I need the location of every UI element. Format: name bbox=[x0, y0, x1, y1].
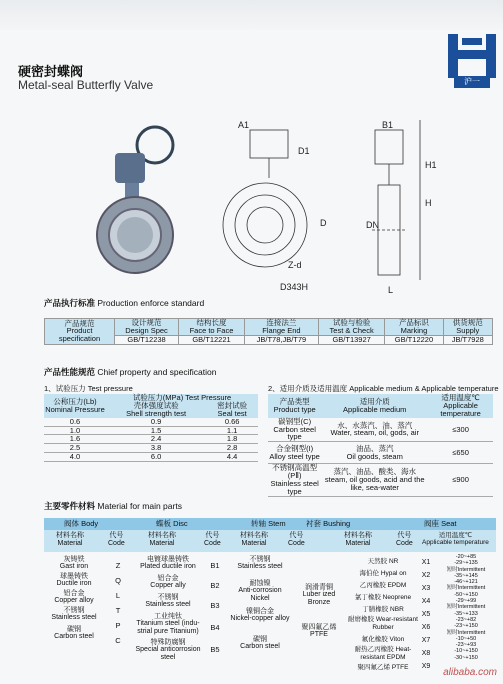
cn: 材料名称 bbox=[56, 532, 84, 539]
cell bbox=[268, 418, 321, 442]
td-value: GB/T13927 bbox=[318, 335, 384, 344]
th-en: Test & Check bbox=[329, 325, 374, 335]
cn: 碳钢 bbox=[67, 626, 81, 633]
code: T bbox=[115, 606, 121, 615]
en: Anti-corrosion Nickel bbox=[238, 587, 282, 602]
th-en: Product specification bbox=[58, 326, 101, 344]
th-en: Product type bbox=[273, 404, 316, 414]
cn: 代号 bbox=[397, 532, 412, 539]
th-cn: 产品类型 bbox=[279, 396, 310, 406]
td-value: GB/T12238 bbox=[115, 335, 179, 344]
en: Carbon steel bbox=[240, 643, 280, 651]
cell: 2.8 bbox=[206, 444, 258, 453]
cn: 镍铜合金 bbox=[246, 608, 274, 615]
seat-item: 耐磨橡胶 Wear-resistant Rubber bbox=[348, 616, 418, 631]
th-temp bbox=[428, 394, 493, 418]
temp: 短时Intermittent -50~+150 bbox=[446, 585, 486, 598]
disc-item bbox=[132, 556, 204, 575]
body-codes bbox=[110, 558, 126, 648]
en: Special anticorrosion steel bbox=[135, 646, 201, 661]
en: Stainless steel bbox=[237, 563, 283, 571]
th-cn: 设计规范 bbox=[131, 318, 162, 327]
technical-drawing bbox=[220, 100, 440, 300]
cn: 碳钢 bbox=[253, 636, 267, 643]
body-item bbox=[44, 626, 104, 643]
cell: 0.6 bbox=[44, 418, 106, 426]
cn: 聚四氟乙烯 bbox=[301, 624, 337, 631]
cn: 铝合金 bbox=[157, 575, 179, 582]
col-material bbox=[56, 532, 84, 547]
label-l: L bbox=[388, 285, 394, 295]
cn: 不锈钢 bbox=[63, 607, 85, 614]
temp: -23~+93 bbox=[455, 642, 477, 649]
temp: -29~+99 bbox=[455, 598, 477, 605]
pressure-subtitle: 1、试验压力 Test pressure bbox=[44, 384, 133, 393]
label-d: D bbox=[320, 218, 327, 228]
disc-codes bbox=[204, 562, 226, 666]
col-material bbox=[344, 532, 372, 547]
cell bbox=[321, 442, 428, 464]
label-h1: H1 bbox=[425, 160, 437, 170]
code: B5 bbox=[210, 645, 220, 654]
code: B3 bbox=[210, 601, 220, 610]
en: Plated ductile iron bbox=[140, 563, 196, 571]
mat-section-en: Material for main parts bbox=[97, 501, 182, 511]
th-en: Shell strength test bbox=[126, 408, 187, 418]
td-value: GB/T12221 bbox=[179, 335, 245, 344]
col-code bbox=[108, 532, 125, 547]
code: P bbox=[115, 621, 121, 630]
th-product-spec bbox=[45, 319, 115, 345]
bushing-item bbox=[294, 584, 344, 624]
watermark: alibaba.com bbox=[443, 667, 497, 678]
cn: 适用温度℃ bbox=[438, 532, 473, 539]
cn: 蒸汽、油品、酸类、海水 bbox=[333, 467, 416, 477]
code: L bbox=[115, 591, 121, 600]
td-value: JB/T78,JB/T79 bbox=[244, 335, 318, 344]
temp: 短时Intermittent -10~+50 bbox=[446, 629, 486, 642]
medium-table bbox=[268, 394, 493, 497]
cell: 3.8 bbox=[106, 444, 206, 453]
th-marking bbox=[385, 319, 443, 336]
seat-item: 耐热乙丙橡胶 Heat-resistant EPDM bbox=[354, 646, 412, 661]
label-h: H bbox=[425, 198, 432, 208]
seat-item: 乙丙橡胶 EPDM bbox=[359, 582, 407, 589]
cell: ≤900 bbox=[428, 464, 493, 497]
group-seat: 阀座 Seat bbox=[424, 519, 457, 528]
disc-item bbox=[132, 594, 204, 613]
cn: 代号 bbox=[109, 532, 124, 539]
td-value: GB/T12220 bbox=[385, 335, 443, 344]
seat-temps bbox=[436, 554, 496, 661]
en: PTFE bbox=[310, 631, 328, 639]
standard-section-title bbox=[44, 297, 204, 309]
th-medium bbox=[321, 394, 428, 418]
th-cn: 壳体强度试验 bbox=[133, 400, 179, 410]
group-header-row bbox=[44, 518, 496, 530]
th-en: Applicable temperature bbox=[440, 400, 481, 418]
code: X2 bbox=[421, 572, 431, 579]
en: Copper ally bbox=[150, 582, 186, 590]
en: Carbon steel type bbox=[273, 424, 316, 442]
en: Luber ized Bronze bbox=[302, 591, 336, 606]
code: X4 bbox=[421, 598, 431, 605]
th-cn: 密封试验 bbox=[217, 400, 248, 410]
col-material bbox=[148, 532, 176, 547]
cn: 材料名称 bbox=[240, 532, 268, 539]
medium-subtitle: 2、适用介质及适用温度 Applicable medium & Applicable temperature bbox=[268, 384, 499, 393]
perf-section-cn: 产品性能规范 bbox=[44, 367, 96, 377]
th-flange bbox=[244, 319, 318, 336]
th-en: Design Spec bbox=[125, 325, 168, 335]
en: Water, steam, oil, gods, air bbox=[330, 428, 419, 438]
temp: -10~+150 bbox=[454, 648, 478, 655]
top-band bbox=[0, 0, 503, 30]
en: Nickel-copper alloy bbox=[230, 615, 290, 623]
col-code bbox=[396, 532, 413, 547]
label-a1: A1 bbox=[238, 120, 250, 130]
en: Code bbox=[288, 539, 305, 547]
group-bushing: 衬套 Bushing bbox=[306, 519, 351, 528]
body-item bbox=[44, 590, 104, 607]
code: C bbox=[115, 636, 121, 645]
group-disc: 蝶板 Disc bbox=[156, 519, 188, 528]
temp: 短时Intermittent -35~+145 bbox=[446, 566, 486, 579]
materials-section-title bbox=[44, 500, 182, 512]
temp: -29~+135 bbox=[454, 560, 478, 567]
th-en: Marking bbox=[400, 325, 428, 335]
th-cn: 产品标识 bbox=[398, 318, 429, 327]
page-title-en: Metal-seal Butterfly Valve bbox=[18, 78, 154, 92]
en: Applicable temperature bbox=[422, 539, 489, 547]
th-nominal bbox=[44, 394, 106, 418]
cn: 特殊防腐钢 bbox=[150, 639, 186, 646]
en: Gast iron bbox=[59, 563, 89, 571]
en: Code bbox=[396, 539, 413, 547]
th-en: Applicable medium bbox=[343, 404, 407, 414]
en: Material bbox=[345, 539, 371, 547]
en: Titanium steel (indu-strial pure Titanium) bbox=[136, 620, 200, 635]
label-zd: Z-d bbox=[288, 260, 302, 270]
th-cn: 供货规范 bbox=[452, 318, 483, 327]
stem-item bbox=[230, 580, 290, 608]
disc-item bbox=[132, 639, 204, 661]
cn: 碳钢型(C) bbox=[278, 416, 312, 426]
cell: 1.5 bbox=[106, 426, 206, 435]
drawing-model: D343H bbox=[280, 282, 309, 292]
cell: 0.9 bbox=[106, 418, 206, 426]
en: Ductile iron bbox=[56, 580, 92, 588]
th-cn: 试验与检验 bbox=[332, 318, 371, 327]
disc-item bbox=[132, 575, 204, 594]
mat-section-cn: 主要零件材料 bbox=[44, 501, 96, 511]
code: X5 bbox=[421, 611, 431, 618]
col-temp bbox=[422, 532, 489, 546]
temp: -30~+150 bbox=[454, 654, 478, 661]
en: Carbon steel bbox=[54, 633, 94, 641]
seat-item: 氟化橡胶 Viton bbox=[361, 636, 405, 643]
cell: 2.5 bbox=[44, 444, 106, 453]
standard-table bbox=[44, 318, 493, 345]
en: Stainless steel bbox=[51, 614, 97, 622]
en: Alloy steel type bbox=[269, 451, 320, 461]
col-header-row bbox=[44, 530, 496, 552]
cn: 不锈钢高温型(PⅡ) bbox=[272, 463, 318, 481]
disc-item bbox=[132, 613, 204, 639]
code: X9 bbox=[421, 663, 431, 670]
cell: 4.0 bbox=[44, 453, 106, 462]
col-code bbox=[288, 532, 305, 547]
stem-item bbox=[230, 556, 290, 580]
code: X1 bbox=[421, 559, 431, 566]
seat-item: 聚四氟乙烯 PTFE bbox=[357, 664, 409, 671]
cell bbox=[268, 442, 321, 464]
code: Q bbox=[115, 576, 121, 585]
seat-materials bbox=[348, 556, 418, 674]
cell: 1.1 bbox=[206, 426, 258, 435]
cn: 代号 bbox=[205, 532, 220, 539]
group-stem: 转轴 Stem bbox=[251, 519, 286, 528]
cn: 油品、蒸汽 bbox=[355, 443, 394, 453]
bushing-item bbox=[294, 624, 344, 644]
cn: 不锈钢 bbox=[249, 556, 271, 563]
temp: -46~+121 bbox=[454, 579, 478, 586]
col-material bbox=[240, 532, 268, 547]
bushing-materials bbox=[294, 584, 344, 644]
th-seal bbox=[206, 402, 258, 418]
td-value: JB/T7928 bbox=[443, 335, 492, 344]
seat-codes bbox=[418, 556, 434, 673]
label-b1: B1 bbox=[382, 120, 394, 130]
code: B1 bbox=[210, 561, 220, 570]
en: Material bbox=[57, 539, 83, 547]
en: Stainless steel bbox=[145, 601, 191, 609]
cn: 耐蚀镍 bbox=[249, 580, 271, 587]
th-cn: 结构长度 bbox=[196, 318, 227, 327]
cell: ≤650 bbox=[428, 442, 493, 464]
cell: 4.4 bbox=[206, 453, 258, 462]
cell: 1.6 bbox=[44, 435, 106, 444]
cn: 不锈钢 bbox=[157, 594, 179, 601]
th-cn: 产品规范 bbox=[64, 318, 95, 328]
body-item bbox=[44, 607, 104, 626]
th-type bbox=[268, 394, 321, 418]
cell: 6.0 bbox=[106, 453, 206, 462]
code: B4 bbox=[210, 623, 220, 632]
label-d1: D1 bbox=[298, 146, 310, 156]
cn: 合金钢型(I) bbox=[276, 443, 314, 453]
seat-item: 天然胶 NR bbox=[367, 558, 399, 565]
performance-section-title bbox=[44, 366, 216, 378]
stem-item bbox=[230, 608, 290, 636]
group-body: 阀体 Body bbox=[64, 519, 99, 528]
th-cn: 适用温度℃ bbox=[441, 393, 480, 402]
materials-table bbox=[44, 518, 496, 671]
cn: 水、水蒸汽、油、蒸汽 bbox=[337, 420, 413, 430]
th-en: Nominal Pressure bbox=[45, 404, 105, 414]
th-test-pressure: 试验压力(MPa) Test Pressure bbox=[132, 393, 232, 402]
th-en: Seal test bbox=[217, 408, 247, 418]
cn: 材料名称 bbox=[344, 532, 372, 539]
valve-photo bbox=[95, 123, 190, 283]
stem-item bbox=[230, 636, 290, 656]
en: steam, oil goods, acid and the like, sea-water bbox=[324, 475, 425, 492]
body-item bbox=[44, 573, 104, 590]
label-dn: DN bbox=[366, 220, 379, 230]
th-test bbox=[318, 319, 384, 336]
cell: 1.0 bbox=[44, 426, 106, 435]
standard-section-cn: 产品执行标准 bbox=[44, 298, 96, 308]
temp: 短时Intermittent -35~+133 bbox=[446, 604, 486, 617]
body-materials bbox=[44, 556, 104, 643]
en: Oil goods, steam bbox=[346, 451, 403, 461]
code: X8 bbox=[421, 650, 431, 657]
cell: 1.8 bbox=[206, 435, 258, 444]
logo-text: 沪一 bbox=[454, 76, 490, 88]
en: Code bbox=[204, 539, 221, 547]
th-design bbox=[115, 319, 179, 336]
cell: ≤300 bbox=[428, 418, 493, 442]
th-en: Supply bbox=[456, 325, 480, 335]
seat-item: 氯丁橡胶 Neoprene bbox=[354, 594, 412, 601]
pressure-table bbox=[44, 394, 258, 462]
en: Copper alloy bbox=[54, 597, 94, 605]
code: Z bbox=[115, 561, 121, 570]
cn: 工业纯钛 bbox=[154, 613, 182, 620]
cell: 2.4 bbox=[106, 435, 206, 444]
th-face bbox=[179, 319, 245, 336]
en: Stainless steel type bbox=[270, 479, 319, 496]
en: Material bbox=[149, 539, 175, 547]
cn: 铝合金 bbox=[63, 590, 85, 597]
th-en: Flange End bbox=[262, 325, 301, 335]
cell bbox=[321, 418, 428, 442]
th-shell bbox=[106, 402, 206, 418]
disc-materials bbox=[132, 556, 204, 661]
th-en: Face to Face bbox=[189, 325, 234, 335]
stem-materials bbox=[230, 556, 290, 656]
code: B2 bbox=[210, 581, 220, 590]
code: X6 bbox=[421, 624, 431, 631]
code: X7 bbox=[421, 637, 431, 644]
cell bbox=[321, 464, 428, 497]
page-title-cn: 硬密封蝶阀 bbox=[18, 65, 84, 80]
col-code bbox=[204, 532, 221, 547]
temp: -23~+82 bbox=[455, 616, 477, 623]
body-item bbox=[44, 556, 104, 573]
en: Code bbox=[108, 539, 125, 547]
th-supply bbox=[443, 319, 492, 336]
cn: 球墨铸铁 bbox=[60, 573, 88, 580]
standard-section-en: Production enforce standard bbox=[97, 298, 205, 308]
en: Material bbox=[241, 539, 267, 547]
seat-item: 丁腈橡胶 NBR bbox=[362, 606, 404, 613]
seat-item: 海伯伦 Hypal on bbox=[359, 570, 407, 577]
th-cn: 公称压力(Lb) bbox=[53, 396, 97, 406]
temp: -23~+150 bbox=[454, 623, 478, 630]
cn: 润滑青铜 bbox=[305, 584, 333, 591]
cn: 电镀球墨铸铁 bbox=[147, 556, 189, 563]
temp: -20~+85 bbox=[455, 554, 477, 560]
cell: 0.66 bbox=[206, 418, 258, 426]
cn: 灰铸铁 bbox=[63, 556, 85, 563]
cn: 材料名称 bbox=[148, 532, 176, 539]
cn: 代号 bbox=[289, 532, 304, 539]
perf-section-en: Chief property and specification bbox=[97, 367, 217, 377]
th-cn: 连接法兰 bbox=[266, 318, 297, 327]
cell bbox=[268, 464, 321, 497]
code: X3 bbox=[421, 585, 431, 592]
th-cn: 适用介质 bbox=[359, 396, 390, 406]
